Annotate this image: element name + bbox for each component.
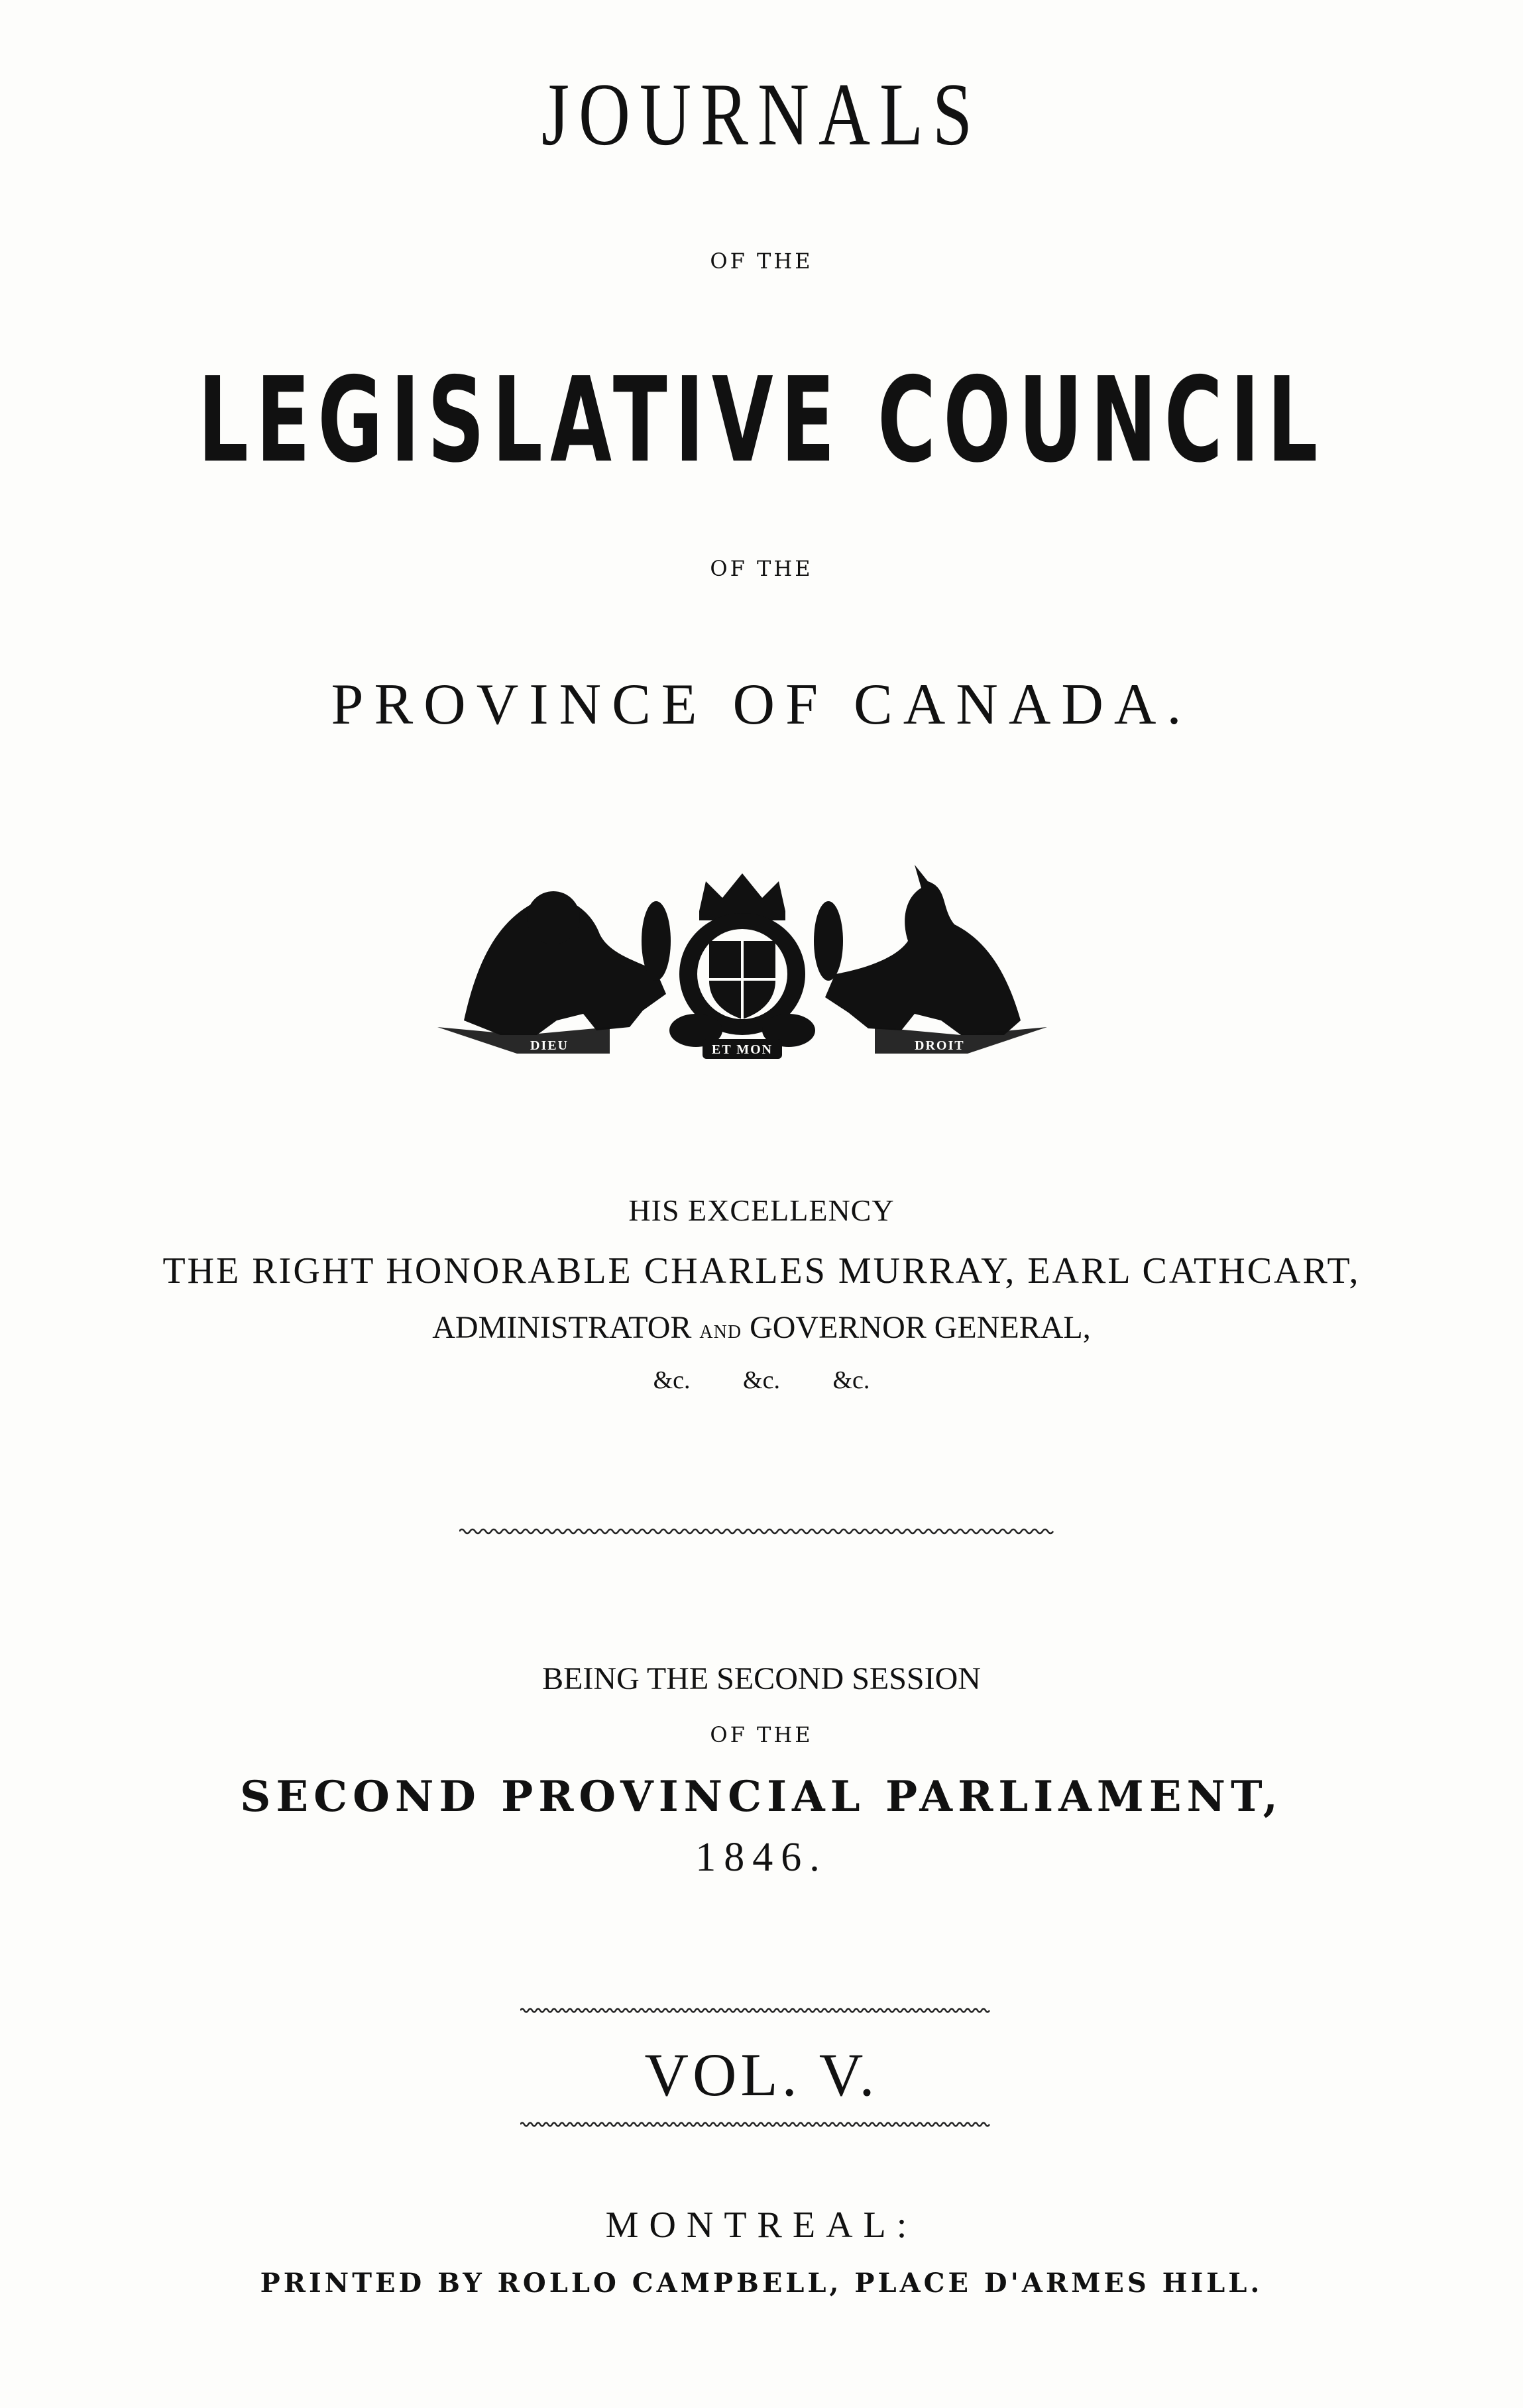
office-administrator: ADMINISTRATOR bbox=[432, 1310, 692, 1345]
year-line: 1846. bbox=[695, 1835, 828, 1880]
etcetera-line: &c. &c. &c. bbox=[653, 1366, 870, 1394]
royal-coat-of-arms-icon bbox=[437, 861, 1047, 1060]
of-the-connector: OF THE bbox=[710, 248, 813, 274]
his-excellency-line: HIS EXCELLENCY bbox=[628, 1193, 895, 1227]
imprint-city: MONTREAL: bbox=[605, 2205, 918, 2246]
parliament-line: SECOND PROVINCIAL PARLIAMENT, bbox=[240, 1772, 1283, 1822]
motto-left: DIEU bbox=[530, 1038, 569, 1053]
journals-heading: JOURNALS bbox=[541, 66, 982, 164]
motto-right: DROIT bbox=[915, 1038, 965, 1053]
office-and: AND bbox=[699, 1322, 742, 1342]
of-the-connector: OF THE bbox=[710, 556, 813, 581]
of-the-connector: OF THE bbox=[710, 1722, 813, 1747]
wavy-rule-divider bbox=[520, 2006, 991, 2014]
imprint-printer: PRINTED BY ROLLO CAMPBELL, PLACE D'ARMES HILL. bbox=[260, 2268, 1263, 2299]
session-line: BEING THE SECOND SESSION bbox=[542, 1661, 981, 1696]
wavy-rule-divider bbox=[459, 1527, 1056, 1536]
wavy-rule-divider bbox=[520, 2120, 991, 2128]
motto-center: ET MON bbox=[711, 1042, 773, 1057]
governor-name-line: THE RIGHT HONORABLE CHARLES MURRAY, EARL CATHCART, bbox=[162, 1250, 1361, 1291]
province-heading: PROVINCE OF CANADA. bbox=[331, 673, 1192, 737]
office-governor-general: GOVERNOR GENERAL, bbox=[750, 1310, 1091, 1345]
legislative-council-heading: LEGISLATIVE COUNCIL bbox=[197, 353, 1326, 489]
governor-office-line bbox=[0, 1312, 1523, 1344]
volume-label: VOL. V. bbox=[644, 2041, 879, 2108]
